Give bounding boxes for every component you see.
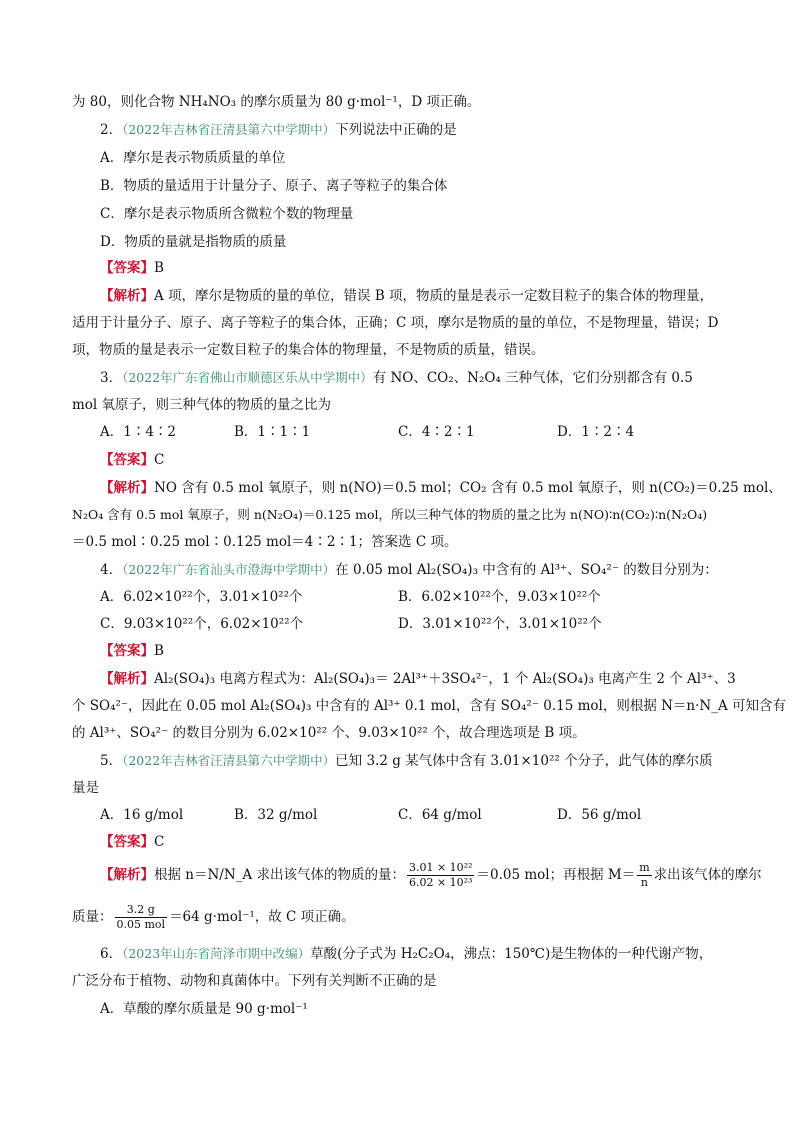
question-6-option-a: A．草酸的摩尔质量是 90 g·mol⁻¹ bbox=[100, 1001, 308, 1017]
fraction-mass-over-moles: $\frac{3.2 g}{\text{0.05 mol}}$ bbox=[116, 903, 166, 931]
question-3-option-c: C．4∶2∶1 bbox=[398, 424, 475, 440]
question-5-analysis-line-2: 质量： $\frac{3.2 g}{\text{0.05 mol}}$ ＝64 g·mol⁻¹，故 C 项正确。 bbox=[72, 903, 355, 931]
question-2-analysis-line-3: 项，物质的量是表示一定数目粒子的集合体的物理量，不是物质的质量，错误。 bbox=[72, 342, 545, 358]
question-6-source: （2023年山东省菏泽市期中改编） bbox=[122, 946, 311, 961]
question-6-stem-line-2: 广泛分布于植物、动物和真菌体中。下列有关判断不正确的是 bbox=[72, 973, 437, 989]
question-5-source: （2022年吉林省汪清县第六中学期中） bbox=[122, 753, 336, 768]
fraction-m-over-n: $\frac{m}{n}$ bbox=[639, 861, 650, 889]
question-4-analysis-line-2: 个 SO₄²⁻，因此在 0.05 mol Al₂(SO₄)₃ 中含有的 Al³⁺ 0.1 mol，含有 SO₄²⁻ 0.15 mol，则根据 N＝n·N_A 可知含有 bbox=[72, 698, 787, 714]
question-5-answer: 【答案】C bbox=[100, 834, 165, 850]
question-5-analysis-line-1: 【解析】根据 n＝N/N_A 求出该气体的物质的量： $\frac{\text{3.01 × 10²²}}{\text{6.02 × 10²³}}$ ＝0.05 mol；再根据 M＝ $\frac{m}{n}$ 求出该气体的摩尔 bbox=[100, 861, 762, 889]
question-3-source: （2022年广东省佛山市顺德区乐从中学期中） bbox=[122, 370, 373, 385]
question-3-analysis-line-2: N₂O₄ 含有 0.5 mol 氧原子，则 n(N₂O₄)＝0.125 mol，所以三种气体的物质的量之比为 n(NO)∶n(CO₂)∶n(N₂O₄) bbox=[72, 507, 708, 522]
question-5-stem-line-2: 量是 bbox=[72, 780, 99, 796]
question-2-option-b: B．物质的量适用于计量分子、原子、离子等粒子的集合体 bbox=[100, 178, 448, 194]
question-4-source: （2022年广东省汕头市澄海中学期中） bbox=[122, 562, 336, 577]
question-4-analysis-line-1: 【解析】Al₂(SO₄)₃ 电离方程式为：Al₂(SO₄)₃＝ 2Al³⁺＋3SO₄²⁻，1 个 Al₂(SO₄)₃ 电离产生 2 个 Al³⁺、3 bbox=[100, 671, 736, 687]
question-2-option-a: A．摩尔是表示物质质量的单位 bbox=[100, 150, 286, 166]
fraction-molecule-count: $\frac{\text{3.01 × 10²²}}{\text{6.02 × 10²³}}$ bbox=[408, 861, 473, 889]
question-4-option-b: B．6.02×10²²个，9.03×10²²个 bbox=[398, 589, 601, 605]
question-5-option-c: C．64 g/mol bbox=[398, 807, 482, 823]
question-3-stem: 3．（2022年广东省佛山市顺德区乐从中学期中）有 NO、CO₂、N₂O₄ 三种气体，它们分别都含有 0.5 bbox=[100, 370, 693, 386]
question-6-stem: 6．（2023年山东省菏泽市期中改编）草酸(分子式为 H₂C₂O₄，沸点：150℃)是生物体的一种代谢产物， bbox=[100, 946, 713, 962]
question-4-stem: 4．（2022年广东省汕头市澄海中学期中）在 0.05 mol Al₂(SO₄)₃ 中含有的 Al³⁺、SO₄²⁻ 的数目分别为： bbox=[100, 562, 718, 578]
question-2-stem: 2．（2022年吉林省汪清县第六中学期中）下列说法中正确的是 bbox=[100, 122, 457, 138]
carryover-line: 为 80，则化合物 NH₄NO₃ 的摩尔质量为 80 g·mol⁻¹，D 项正确。 bbox=[72, 94, 481, 110]
question-4-option-a: A．6.02×10²²个，3.01×10²²个 bbox=[100, 589, 303, 605]
question-2-analysis-line-1: 【解析】A 项，摩尔是物质的量的单位，错误 B 项，物质的量是表示一定数目粒子的集合体的物理量， bbox=[100, 288, 714, 304]
question-3-option-a: A．1∶4∶2 bbox=[100, 424, 177, 440]
question-3-analysis-line-1: 【解析】NO 含有 0.5 mol 氧原子，则 n(NO)＝0.5 mol；CO₂ 含有 0.5 mol 氧原子，则 n(CO₂)＝0.25 mol、 bbox=[100, 480, 782, 496]
question-3-answer: 【答案】C bbox=[100, 452, 165, 468]
question-5-option-d: D．56 g/mol bbox=[557, 807, 642, 823]
question-5-option-b: B．32 g/mol bbox=[234, 807, 318, 823]
question-2-option-d: D．物质的量就是指物质的质量 bbox=[100, 234, 287, 250]
question-4-analysis-line-3: 的 Al³⁺、SO₄²⁻ 的数目分别为 6.02×10²² 个、9.03×10²² 个，故合理选项是 B 项。 bbox=[72, 725, 586, 741]
question-4-option-c: C．9.03×10²²个，6.02×10²²个 bbox=[100, 616, 304, 632]
question-5-stem: 5．（2022年吉林省汪清县第六中学期中）已知 3.2 g 某气体中含有 3.01×10²² 个分子，此气体的摩尔质 bbox=[100, 753, 713, 769]
question-5-option-a: A．16 g/mol bbox=[100, 807, 184, 823]
question-4-answer: 【答案】B bbox=[100, 643, 164, 659]
question-3-stem-line-2: mol 氧原子，则三种气体的物质的量之比为 bbox=[72, 397, 332, 413]
question-2-source: （2022年吉林省汪清县第六中学期中） bbox=[122, 122, 336, 137]
question-3-option-d: D．1∶2∶4 bbox=[557, 424, 635, 440]
question-2-answer: 【答案】B bbox=[100, 260, 164, 276]
question-3-option-b: B．1∶1∶1 bbox=[234, 424, 311, 440]
question-2-analysis-line-2: 适用于计量分子、原子、离子等粒子的集合体，正确；C 项，摩尔是物质的量的单位，不是物理量，错误；D bbox=[72, 315, 719, 331]
question-2-option-c: C．摩尔是表示物质所含微粒个数的物理量 bbox=[100, 206, 354, 222]
question-4-option-d: D．3.01×10²²个，3.01×10²²个 bbox=[398, 616, 602, 632]
question-3-analysis-line-3: ＝0.5 mol∶0.25 mol∶0.125 mol＝4∶2∶1；答案选 C 项。 bbox=[72, 534, 458, 550]
